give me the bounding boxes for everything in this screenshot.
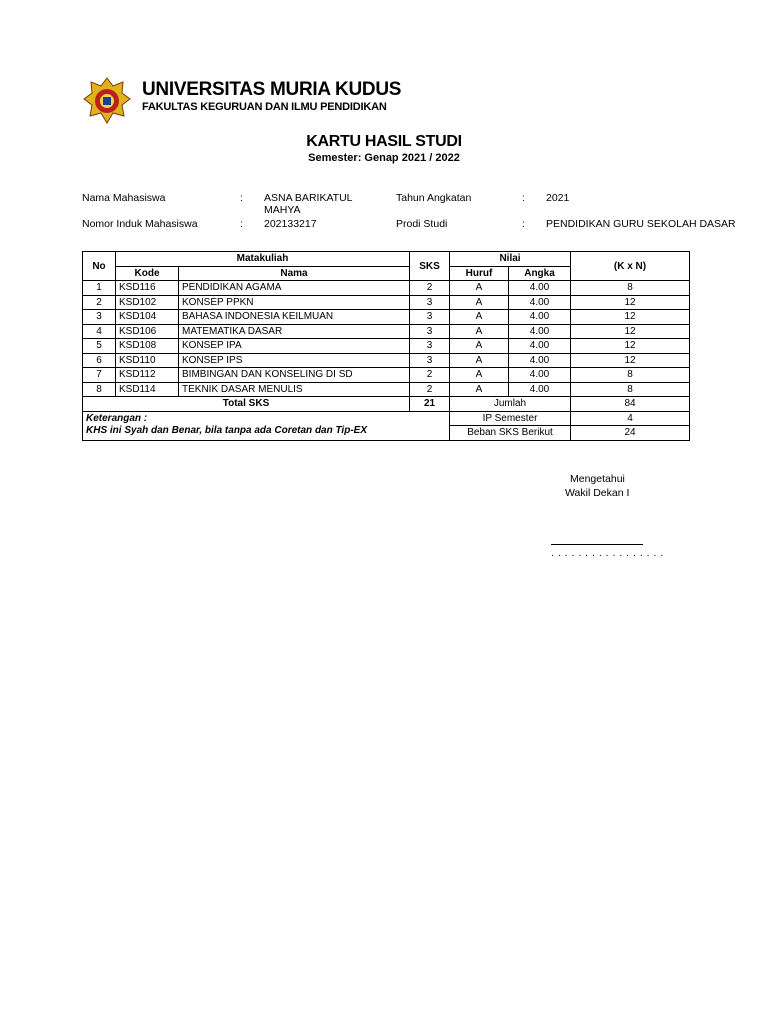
cell-kode: KSD102 [116,295,179,310]
cell-nama: TEKNIK DASAR MENULIS [179,382,410,397]
cell-kode: KSD104 [116,310,179,325]
cell-huruf: A [450,324,509,339]
prodi-value: PENDIDIKAN GURU SEKOLAH DASAR [546,218,736,230]
cell-nama: KONSEP PPKN [179,295,410,310]
cell-huruf: A [450,295,509,310]
table-row [83,382,690,397]
cell-angka: 4.00 [509,353,571,368]
separator: : [522,218,525,230]
cell-huruf: A [450,281,509,296]
header-no: No [83,252,116,281]
cell-sks: 3 [410,310,450,325]
table-row [83,353,690,368]
cell-angka: 4.00 [509,295,571,310]
cell-angka: 4.00 [509,382,571,397]
table-row [83,339,690,354]
table-row [83,324,690,339]
cell-kxn: 8 [571,382,690,397]
cell-huruf: A [450,353,509,368]
signature-line [551,544,643,545]
separator: : [522,192,525,204]
faculty-name: FAKULTAS KEGURUAN DAN ILMU PENDIDIKAN [142,101,387,113]
cell-huruf: A [450,382,509,397]
cell-kode: KSD116 [116,281,179,296]
header-kxn: (K x N) [571,252,690,281]
year-label: Tahun Angkatan [396,192,472,204]
cell-no: 4 [83,324,116,339]
ip-semester-value: 4 [571,411,690,426]
total-row [83,397,690,412]
table-row [83,368,690,383]
cell-sks: 3 [410,295,450,310]
nim-label: Nomor Induk Mahasiswa [82,218,198,230]
cell-angka: 4.00 [509,339,571,354]
cell-no: 6 [83,353,116,368]
beban-sks-value: 24 [571,426,690,441]
cell-huruf: A [450,339,509,354]
signature-acknowledged: Mengetahui [570,473,625,485]
table-row [83,281,690,296]
cell-kxn: 12 [571,295,690,310]
cell-sks: 2 [410,281,450,296]
semester-label: Semester: Genap 2021 / 2022 [308,152,460,164]
cell-kxn: 8 [571,368,690,383]
total-sks-label: Total SKS [83,397,410,412]
cell-nama: BAHASA INDONESIA KEILMUAN [179,310,410,325]
cell-angka: 4.00 [509,281,571,296]
cell-sks: 2 [410,368,450,383]
cell-no: 8 [83,382,116,397]
cell-no: 5 [83,339,116,354]
ip-semester-label: IP Semester [450,411,571,426]
signature-title: Wakil Dekan I [565,487,630,499]
jumlah-label: Jumlah [450,397,571,412]
cell-no: 3 [83,310,116,325]
cell-sks: 3 [410,339,450,354]
cell-sks: 3 [410,353,450,368]
header-sks: SKS [410,252,450,281]
cell-nama: KONSEP IPA [179,339,410,354]
total-sks-value: 21 [410,397,450,412]
cell-huruf: A [450,310,509,325]
header-kode: Kode [116,266,179,281]
cell-nama: PENDIDIKAN AGAMA [179,281,410,296]
table-row [83,310,690,325]
cell-kxn: 12 [571,353,690,368]
cell-kxn: 12 [571,310,690,325]
beban-sks-label: Beban SKS Berikut [450,426,571,441]
cell-angka: 4.00 [509,310,571,325]
ip-row [83,411,690,426]
cell-angka: 4.00 [509,324,571,339]
cell-kode: KSD114 [116,382,179,397]
jumlah-value: 84 [571,397,690,412]
grades-table [82,251,690,441]
student-name-label: Nama Mahasiswa [82,192,166,204]
cell-no: 1 [83,281,116,296]
keterangan-cell [83,411,450,440]
keterangan-title: Keterangan : [86,412,148,424]
cell-kode: KSD108 [116,339,179,354]
cell-sks: 3 [410,324,450,339]
header-nilai: Nilai [450,252,571,267]
university-name: UNIVERSITAS MURIA KUDUS [142,79,402,100]
nim-value: 202133217 [264,218,317,230]
university-seal-logo [82,76,132,126]
header-angka: Angka [509,266,571,281]
cell-kxn: 8 [571,281,690,296]
document-title: KARTU HASIL STUDI [306,133,462,150]
keterangan-text: KHS ini Syah dan Benar, bila tanpa ada Coretan dan Tip-EX [86,424,367,436]
header-matakuliah: Matakuliah [116,252,410,267]
separator: : [240,192,243,204]
cell-nama: MATEMATIKA DASAR [179,324,410,339]
cell-no: 2 [83,295,116,310]
cell-nama: BIMBINGAN DAN KONSELING DI SD [179,368,410,383]
cell-kxn: 12 [571,339,690,354]
cell-sks: 2 [410,382,450,397]
cell-kode: KSD112 [116,368,179,383]
cell-kode: KSD106 [116,324,179,339]
cell-no: 7 [83,368,116,383]
signature-dots: . . . . . . . . . . . . . . . . . [551,547,664,559]
cell-huruf: A [450,368,509,383]
header-nama: Nama [179,266,410,281]
prodi-label: Prodi Studi [396,218,448,230]
cell-kode: KSD110 [116,353,179,368]
table-row [83,295,690,310]
header-huruf: Huruf [450,266,509,281]
cell-kxn: 12 [571,324,690,339]
separator: : [240,218,243,230]
student-name-value: ASNA BARIKATUL MAHYA [264,192,353,216]
cell-nama: KONSEP IPS [179,353,410,368]
year-value: 2021 [546,192,570,204]
cell-angka: 4.00 [509,368,571,383]
